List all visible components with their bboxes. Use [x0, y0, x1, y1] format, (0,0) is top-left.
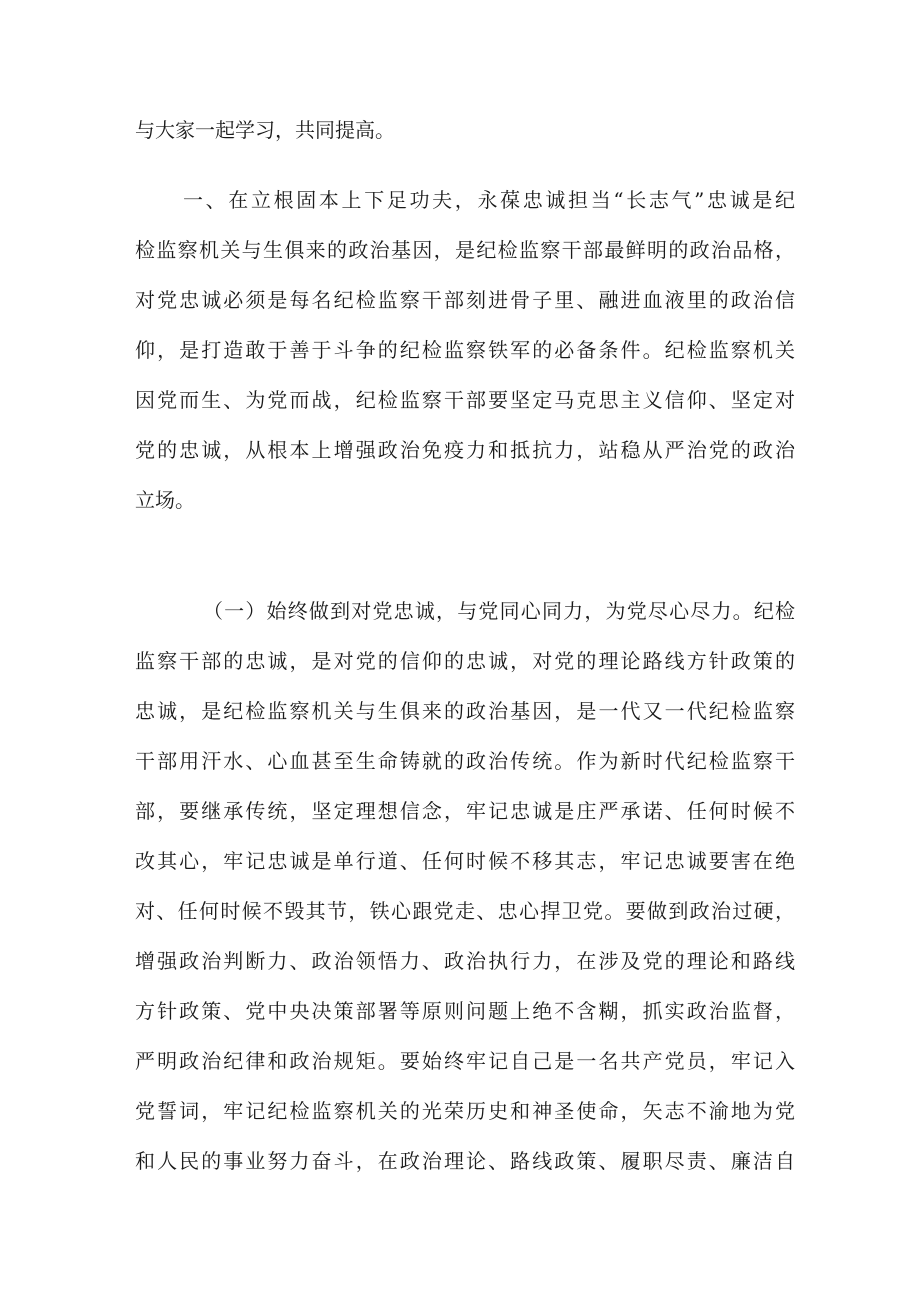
paragraph-line: 立场。 [135, 488, 195, 512]
section-heading-line: 一、在立根固本上下足功夫，永葆忠诚担当“长志气”忠诚是纪 [183, 188, 795, 212]
paragraph-line: 党的忠诚，从根本上增强政治免疫力和抵抗力，站稳从严治党的政治 [135, 438, 795, 462]
paragraph-line: 和人民的事业努力奋斗，在政治理论、路线政策、履职尽责、廉洁自 [135, 1149, 795, 1173]
paragraph-line: 忠诚，是纪检监察机关与生俱来的政治基因，是一代又一代纪检监察 [135, 699, 795, 723]
paragraph-line: 增强政治判断力、政治领悟力、政治执行力，在涉及党的理论和路线 [135, 949, 795, 973]
paragraph-line: 严明政治纪律和政治规矩。要始终牢记自己是一名共产党员，牢记入 [135, 1049, 795, 1073]
paragraph-line: 部，要继承传统，坚定理想信念，牢记忠诚是庄严承诺、任何时候不 [135, 799, 795, 823]
paragraph-line: 对党忠诚必须是每名纪检监察干部刻进骨子里、融进血液里的政治信 [135, 288, 795, 312]
paragraph-line: 党誓词，牢记纪检监察机关的光荣历史和神圣使命，矢志不渝地为党 [135, 1099, 795, 1123]
paragraph-line: 监察干部的忠诚，是对党的信仰的忠诚，对党的理论路线方针政策的 [135, 649, 795, 673]
paragraph-line: 因党而生、为党而战，纪检监察干部要坚定马克思主义信仰、坚定对 [135, 388, 795, 412]
paragraph-line: 方针政策、党中央决策部署等原则问题上绝不含糊，抓实政治监督， [135, 999, 795, 1023]
intro-line: 与大家一起学习，共同提高。 [135, 118, 395, 142]
paragraph-line: 检监察机关与生俱来的政治基因，是纪检监察干部最鲜明的政治品格， [135, 238, 795, 262]
paragraph-line: 仰，是打造敢于善于斗争的纪检监察铁军的必备条件。纪检监察机关 [135, 338, 795, 362]
paragraph-line: 对、任何时候不毁其节，铁心跟党走、忠心捍卫党。要做到政治过硬， [135, 899, 795, 923]
paragraph-line: 改其心，牢记忠诚是单行道、任何时候不移其志，牢记忠诚要害在绝 [135, 849, 795, 873]
subsection-heading-line: （一）始终做到对党忠诚，与党同心同力，为党尽心尽力。纪检 [203, 599, 795, 623]
paragraph-line: 干部用汗水、心血甚至生命铸就的政治传统。作为新时代纪检监察干 [135, 749, 795, 773]
